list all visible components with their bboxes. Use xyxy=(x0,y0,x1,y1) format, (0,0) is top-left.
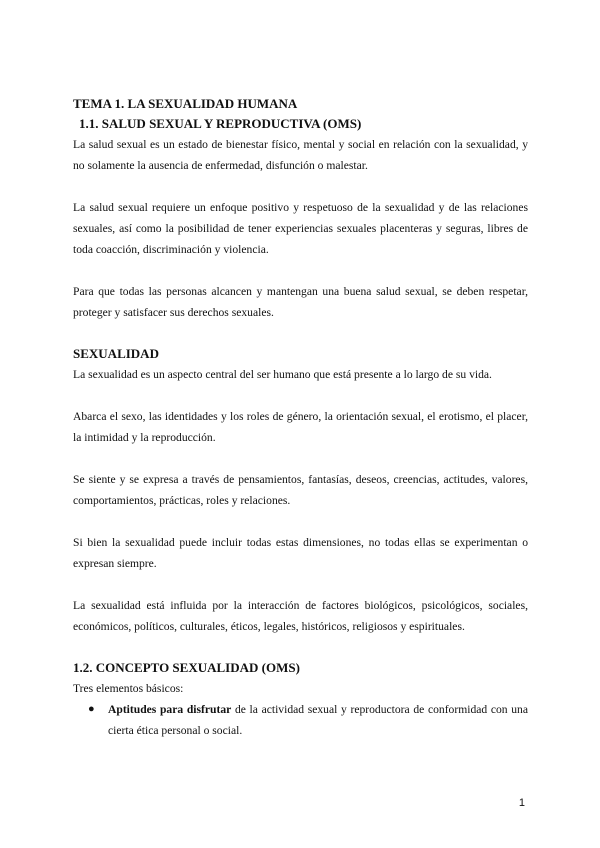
paragraph: La sexualidad es un aspecto central del ser humano que está presente a lo largo de su vida. xyxy=(73,368,492,381)
paragraph: Abarca el sexo, las identidades y los roles de género, la orientación sexual, el erotismo, el placer, la intimidad y la reproducción. xyxy=(73,410,528,444)
bullet-list xyxy=(73,699,528,741)
list-item-bold: Aptitudes para disfrutar xyxy=(108,703,232,716)
bullet-icon: ● xyxy=(88,703,95,715)
section-heading-concepto: 1.2. CONCEPTO SEXUALIDAD (OMS) xyxy=(73,660,300,675)
paragraph: Se siente y se expresa a través de pensamientos, fantasías, deseos, creencias, actitudes, valores, comportamientos, prácticas, roles y relaciones. xyxy=(73,473,528,507)
page-number: 1 xyxy=(518,797,525,809)
paragraph: La sexualidad está influida por la interacción de factores biológicos, psicológicos, sociales, económicos, políticos, culturales, éticos, legales, históricos, religiosos y espirituales. xyxy=(73,599,528,633)
list-item xyxy=(73,699,528,741)
paragraph: La salud sexual es un estado de bienestar físico, mental y social en relación con la sexualidad, y no solamente la ausencia de enfermedad, disfunción o malestar. xyxy=(73,138,528,172)
page-content xyxy=(73,94,528,741)
document-title: TEMA 1. LA SEXUALIDAD HUMANA xyxy=(73,96,298,111)
section-heading-sexualidad: SEXUALIDAD xyxy=(73,346,159,361)
paragraph: Para que todas las personas alcancen y mantengan una buena salud sexual, se deben respetar, proteger y satisfacer sus derechos sexuales. xyxy=(73,285,528,319)
paragraph: Si bien la sexualidad puede incluir todas estas dimensiones, no todas ellas se experimentan o expresan siempre. xyxy=(73,536,528,570)
section-heading-salud-sexual: 1.1. SALUD SEXUAL Y REPRODUCTIVA (OMS) xyxy=(79,116,362,131)
list-item-text: de la actividad sexual y reproductora de conformidad con una cierta ética personal o social. xyxy=(108,703,528,737)
paragraph-intro: Tres elementos básicos: xyxy=(73,682,184,695)
paragraph: La salud sexual requiere un enfoque positivo y respetuoso de la sexualidad y de las relaciones sexuales, así como la posibilidad de tener experiencias sexuales placenteras y seguras, libres de toda coacción, discriminación y violencia. xyxy=(73,201,528,256)
